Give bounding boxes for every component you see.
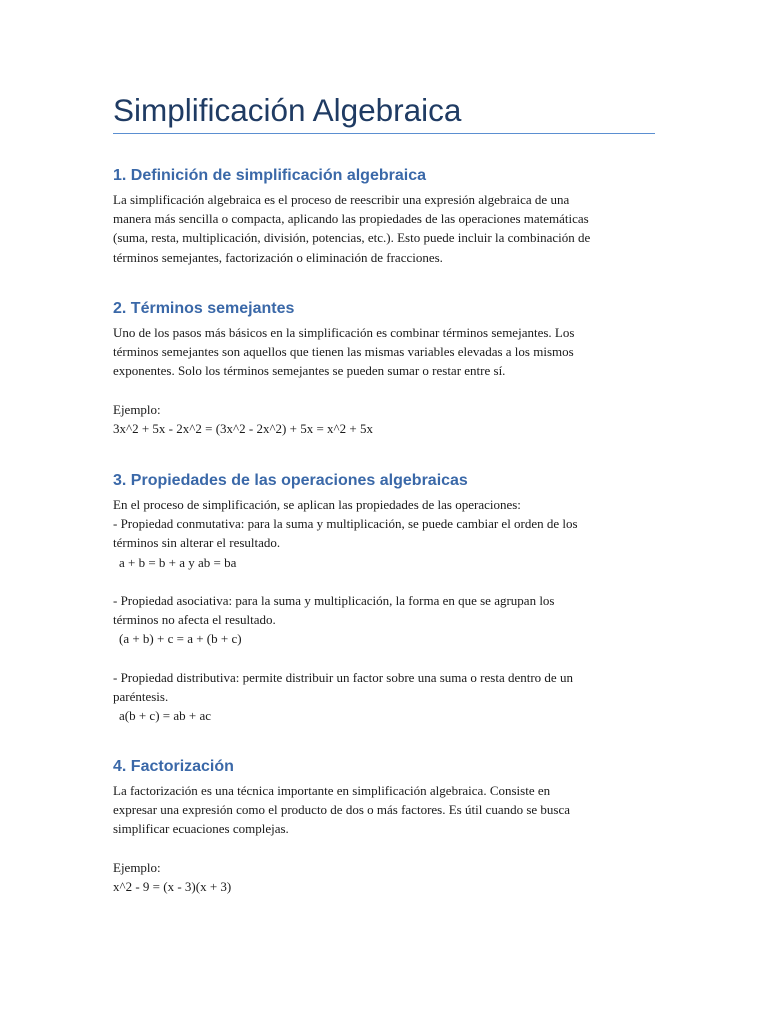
section-heading: 2. Términos semejantes [113,300,295,317]
section-like-terms [113,298,655,438]
paragraph-line: La simplificación algebraica es el proceso de reescribir una expresión algebraica de una [113,192,570,207]
property-distributive [113,668,655,726]
paragraph-line: (suma, resta, multiplicación, división, potencias, etc.). Esto puede incluir la combinación de [113,230,591,246]
section-heading: 1. Definición de simplificación algebraica [113,167,426,184]
property-line: - Propiedad asociativa: para la suma y multiplicación, la forma en que se agrupan los [113,593,555,608]
paragraph-line: manera más sencilla o compacta, aplicando las propiedades de las operaciones matemáticas [113,211,589,227]
paragraph-line: simplificar ecuaciones complejas. [113,821,289,837]
property-formula: a + b = b + a y ab = ba [119,554,237,570]
property-line: - Propiedad distributiva: permite distribuir un factor sobre una suma o resta dentro de un [113,669,573,685]
blank-line [113,839,655,858]
section-factorization [113,756,655,896]
property-commutative [113,514,655,572]
paragraph-line: términos semejantes, factorización o eliminación de fracciones. [113,249,443,265]
paragraph-line: exponentes. Solo los términos semejantes se pueden sumar o restar entre sí. [113,363,506,379]
property-formula: a(b + c) = ab + ac [119,708,212,724]
example-formula: x^2 - 9 = (x - 3)(x + 3) [113,879,232,894]
property-line: términos no afecta el resultado. [113,612,276,628]
property-line: términos sin alterar el resultado. [113,535,281,551]
example-label: Ejemplo: [113,859,161,875]
section-heading: 4. Factorización [113,758,234,775]
property-line: paréntesis. [113,689,169,704]
page-title: Simplificación Algebraica [113,92,655,134]
paragraph-line: Uno de los pasos más básicos en la simplificación es combinar términos semejantes. Los [113,325,575,340]
section-heading: 3. Propiedades de las operaciones algebraicas [113,472,468,489]
example-formula: 3x^2 + 5x - 2x^2 = (3x^2 - 2x^2) + 5x = x^2 + 5x [113,421,373,436]
blank-line [113,649,655,668]
example-label: Ejemplo: [113,401,161,417]
property-formula: (a + b) + c = a + (b + c) [119,631,242,647]
property-line: - Propiedad conmutativa: para la suma y multiplicación, se puede cambiar el orden de los [113,516,578,532]
paragraph-line: La factorización es una técnica importante en simplificación algebraica. Consiste en [113,783,551,798]
paragraph-line: términos semejantes son aquellos que tienen las mismas variables elevadas a los mismos [113,344,574,360]
section-intro: En el proceso de simplificación, se aplican las propiedades de las operaciones: [113,497,521,512]
section-definition [113,165,655,267]
blank-line [113,572,655,591]
paragraph-line: expresar una expresión como el producto de dos o más factores. Es útil cuando se busca [113,802,571,818]
property-associative [113,591,655,649]
blank-line [113,381,655,400]
section-properties [113,470,655,725]
